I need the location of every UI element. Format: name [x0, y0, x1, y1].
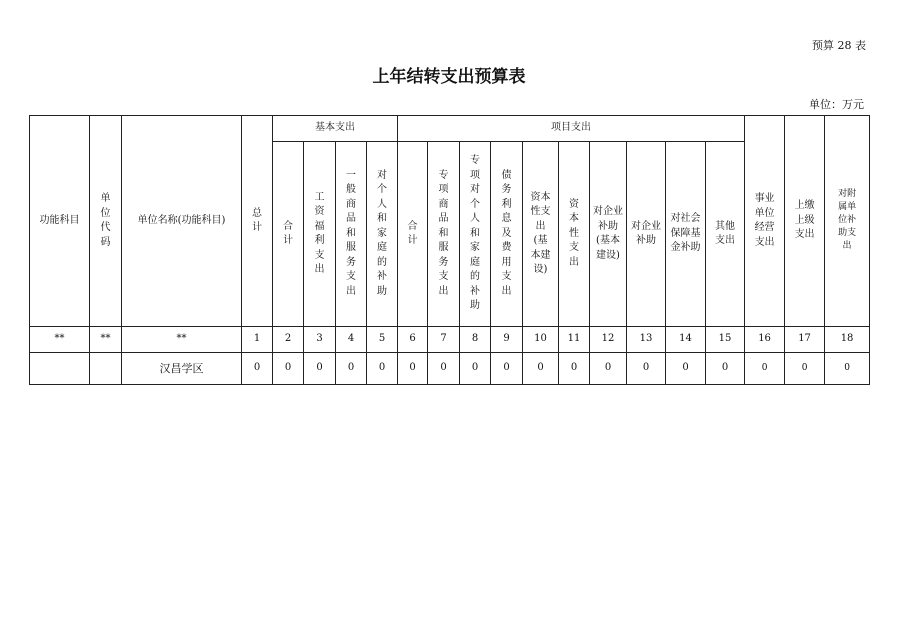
data-cell: 0	[460, 353, 491, 385]
page-title: 上年结转支出预算表	[372, 67, 526, 87]
index-cell: 8	[460, 327, 491, 353]
header-project-group: 项目支出	[398, 116, 745, 142]
data-cell: 0	[491, 353, 523, 385]
index-cell: 12	[590, 327, 627, 353]
header-basic-group: 基本支出	[273, 116, 398, 142]
index-cell: 17	[785, 327, 825, 353]
header-func-subject: 功能科目	[30, 116, 90, 327]
data-cell: 0	[706, 353, 745, 385]
data-cell: 0	[304, 353, 336, 385]
index-cell: 7	[428, 327, 460, 353]
index-cell: 1	[242, 327, 273, 353]
header-basic-individual-subsidy: 对个人和家庭的补助	[367, 142, 398, 327]
header-turnover-expense: 上缴上级支出	[785, 116, 825, 327]
data-cell: 0	[242, 353, 273, 385]
unit-name-cell: 汉昌学区	[122, 353, 242, 385]
header-project-capital-construction: 资本性支出(基本建设)	[523, 142, 559, 327]
index-cell: 13	[627, 327, 666, 353]
data-cell: 0	[367, 353, 398, 385]
header-project-capital: 资本性支出	[559, 142, 590, 327]
index-cell: 15	[706, 327, 745, 353]
header-basic-total: 合计	[273, 142, 304, 327]
header-basic-goods-services: 一般商品和服务支出	[336, 142, 367, 327]
table-row	[30, 353, 870, 385]
data-cell	[30, 353, 90, 385]
data-cell: 0	[428, 353, 460, 385]
index-cell: 14	[666, 327, 706, 353]
header-project-debt-interest: 债务利息及费用支出	[491, 142, 523, 327]
index-cell: **	[30, 327, 90, 353]
index-cell: 3	[304, 327, 336, 353]
index-cell: 2	[273, 327, 304, 353]
header-project-total: 合计	[398, 142, 428, 327]
header-project-enterprise-construction: 对企业补助(基本建设)	[590, 142, 627, 327]
index-cell: **	[122, 327, 242, 353]
index-cell: 5	[367, 327, 398, 353]
data-cell: 0	[825, 353, 870, 385]
table-number: 预算 28 表	[812, 39, 866, 52]
header-total: 总计	[242, 116, 273, 327]
unit-label: 单位：万元	[809, 98, 864, 111]
header-project-other: 其他支出	[706, 142, 745, 327]
header-subsidiary-subsidy: 对附属单位补助支出	[825, 116, 870, 327]
header-project-enterprise-subsidy: 对企业补助	[627, 142, 666, 327]
index-row	[30, 327, 870, 353]
header-project-social-security: 对社会保障基金补助	[666, 142, 706, 327]
data-cell: 0	[627, 353, 666, 385]
index-cell: 16	[745, 327, 785, 353]
header-project-individual-subsidy: 专项对个人和家庭的补助	[460, 142, 491, 327]
data-cell: 0	[745, 353, 785, 385]
header-unit-code: 单位代码	[90, 116, 122, 327]
data-cell: 0	[273, 353, 304, 385]
index-cell: 6	[398, 327, 428, 353]
budget-table	[29, 115, 870, 385]
data-cell: 0	[398, 353, 428, 385]
data-cell: 0	[590, 353, 627, 385]
index-cell: 18	[825, 327, 870, 353]
index-cell: 4	[336, 327, 367, 353]
data-cell: 0	[523, 353, 559, 385]
index-cell: 11	[559, 327, 590, 353]
data-cell: 0	[666, 353, 706, 385]
header-project-goods-services: 专项商品和服务支出	[428, 142, 460, 327]
index-cell: 9	[491, 327, 523, 353]
data-cell	[90, 353, 122, 385]
header-business-expense: 事业单位经营支出	[745, 116, 785, 327]
header-basic-wages: 工资福利支出	[304, 142, 336, 327]
index-cell: **	[90, 327, 122, 353]
data-cell: 0	[336, 353, 367, 385]
data-cell: 0	[559, 353, 590, 385]
index-cell: 10	[523, 327, 559, 353]
header-unit-name: 单位名称(功能科目)	[122, 116, 242, 327]
data-cell: 0	[785, 353, 825, 385]
